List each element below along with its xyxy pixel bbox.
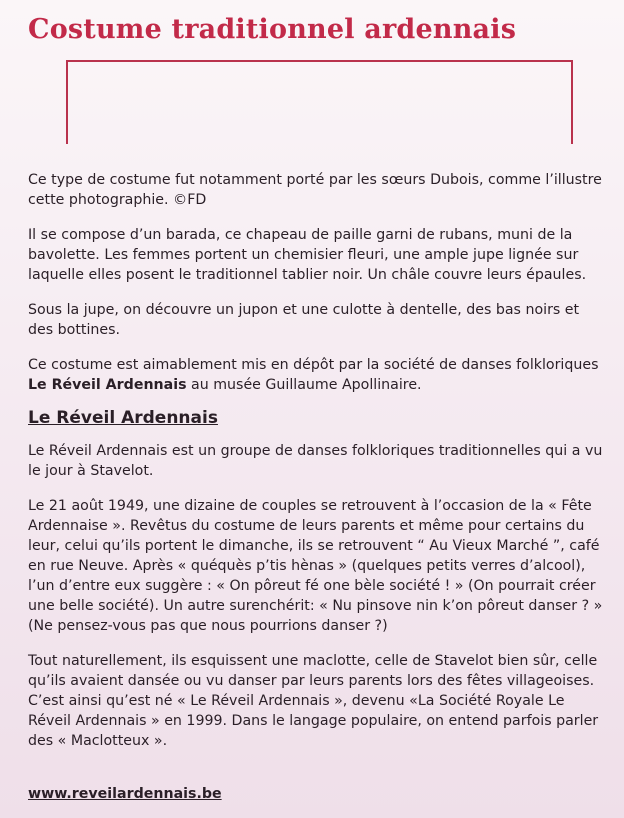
undergarments-paragraph: Sous la jupe, on découvre un jupon et une culotte à dentelle, des bas noirs et des bottines. bbox=[28, 302, 580, 338]
section-heading: Le Réveil Ardennais bbox=[28, 408, 218, 428]
deposit-text-end: au musée Guillaume Apollinaire. bbox=[186, 377, 422, 393]
founding-paragraph: Tout naturellement, ils esquissent une maclotte, celle de Stavelot bien sûr, celle qu’ils avaient dansée ou vu danser par leurs parents lors des fêtes villageoises. C’est ainsi qu’est né « Le Réveil Ardennais », devenu «La Société Royale Le Réveil Ardennais » en 1999. Dans le langage populaire, on entend parfois parler des « Maclotteux ». bbox=[28, 653, 599, 749]
title-frame-decoration bbox=[66, 60, 573, 144]
deposit-text-start: Ce costume est aimablement mis en dépôt par la société de danses folkloriques bbox=[28, 357, 599, 373]
document-body bbox=[28, 170, 606, 766]
deposit-society-name: Le Réveil Ardennais bbox=[28, 377, 187, 393]
deposit-paragraph bbox=[28, 355, 606, 395]
page-title: Costume traditionnel ardennais bbox=[28, 14, 517, 45]
intro-paragraph: Ce type de costume fut notamment porté par les sœurs Dubois, comme l’illustre cette photographie. ©FD bbox=[28, 172, 602, 208]
composition-paragraph: Il se compose d’un barada, ce chapeau de paille garni de rubans, muni de la bavolette. Les femmes portent un chemisier fleuri, une ample jupe lignée sur laquelle elles posent le traditionnel tablier noir. Un châle couvre leurs épaules. bbox=[28, 227, 587, 283]
history-paragraph: Le 21 août 1949, une dizaine de couples se retrouvent à l’occasion de la « Fête Ardennaise ». Revêtus du costume de leurs parents et même pour certains du leur, celui qu’ils portent le dimanche, ils se retrouvent “ Au Vieux Marché ”, café en rue Neuve. Après « quéquès p’tis hènas » (quelques petits verres d’alcool), l’un d’entre eux suggère : « On pôreut fé one bèle société ! » (On pourrait créer une belle société). Un autre surenchérit: « Nu pinsove nin k’on pôreut danser ? » (Ne pensez-vous pas que nous pourrions danser ?) bbox=[28, 498, 603, 634]
website-link[interactable]: www.reveilardennais.be bbox=[28, 786, 222, 802]
group-intro-paragraph: Le Réveil Ardennais est un groupe de danses folkloriques traditionnelles qui a vu le jour à Stavelot. bbox=[28, 443, 603, 479]
